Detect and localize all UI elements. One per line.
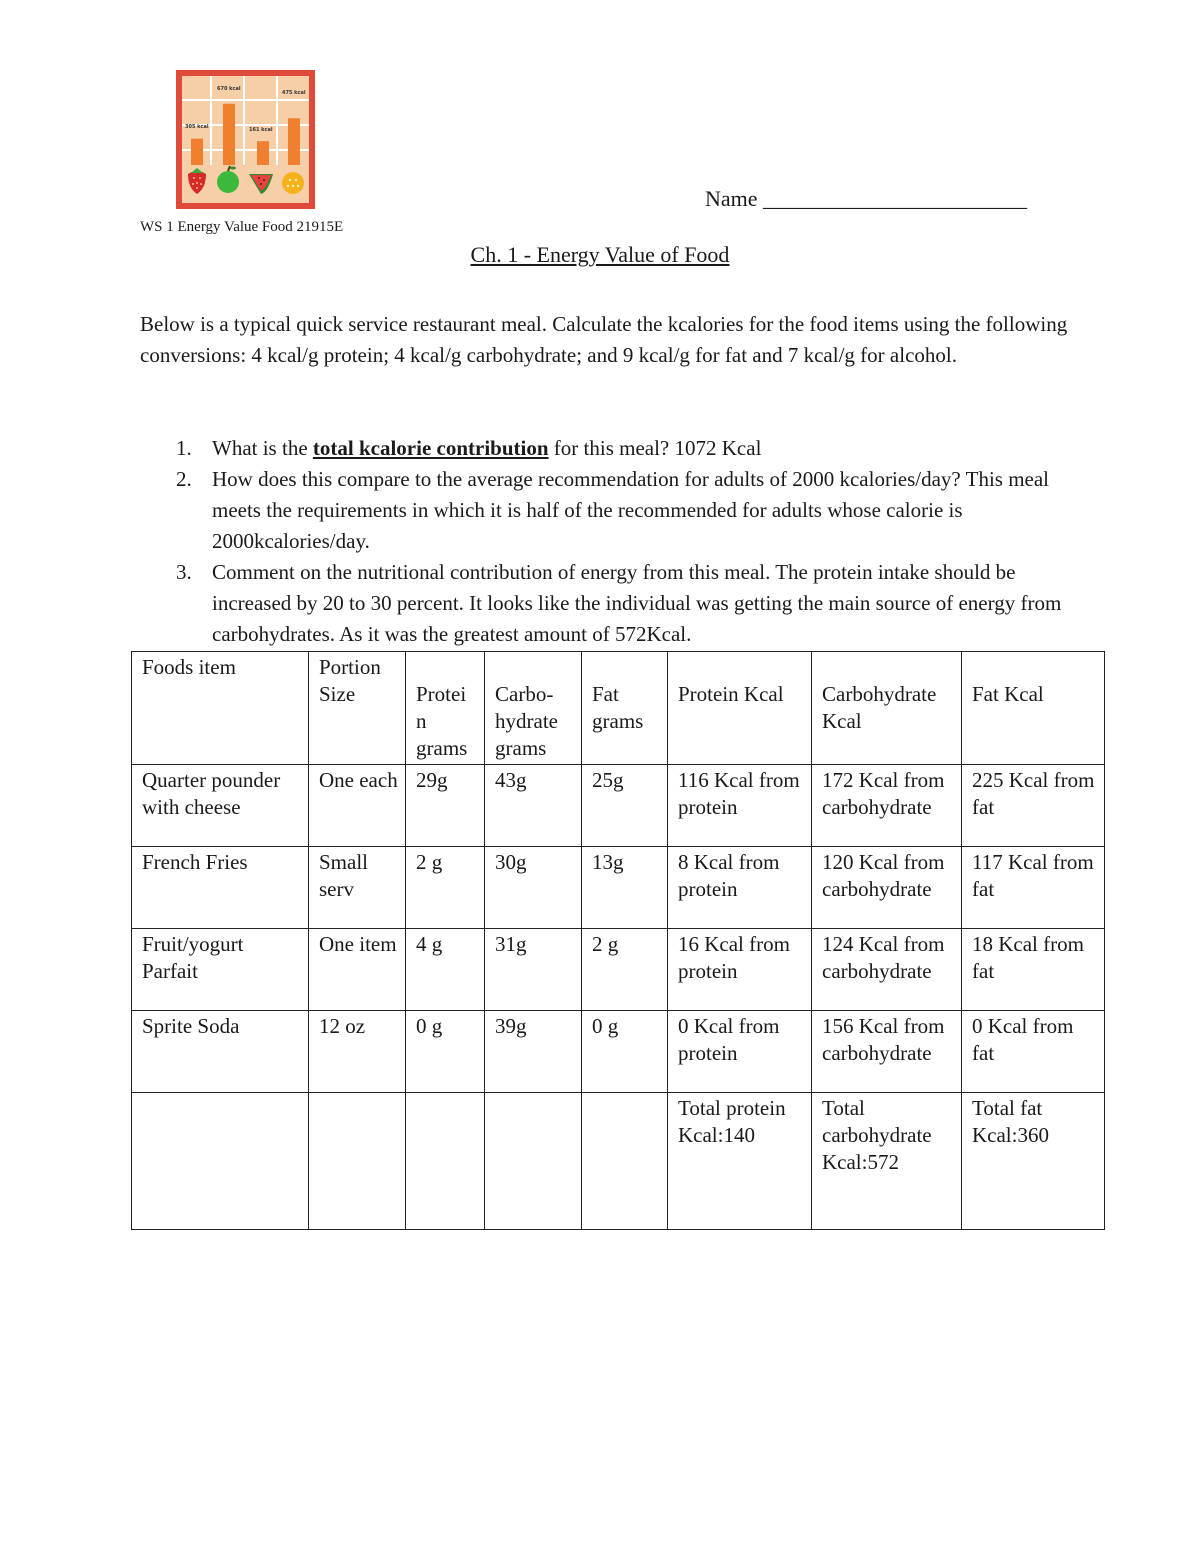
table-totals-row (132, 1093, 1105, 1230)
header-carb-grams-label: Carbo-hydrate grams (495, 682, 558, 760)
header-carb-kcal-label: Carbohydrate Kcal (822, 682, 937, 733)
question-text: How does this compare to the average recommendation for adults of 2000 kcalories/day? This meal meets the requirements in which it is half of the recommended for adults whose calorie is 2000kcalories/day. (212, 467, 1050, 553)
question-answer: for this meal? 1072 Kcal (548, 436, 762, 460)
intro-paragraph: Below is a typical quick service restaurant meal. Calculate the kcalories for the food items using the following conversions: 4 kcal/g protein; 4 kcal/g carbohydrate; and 9 kcal/g for fat and 7 kcal/g for alcohol. (140, 312, 1068, 367)
cell-carb-grams: 31g (485, 929, 582, 1011)
cell-food: Quarter pounder with cheese (132, 765, 309, 847)
cell-carb-grams: 39g (485, 1011, 582, 1093)
question-list (140, 433, 1080, 650)
question-text: What is the (212, 436, 313, 460)
cell-fat-grams: 0 g (582, 1011, 668, 1093)
question-number: 2. (176, 467, 192, 491)
worksheet-code: WS 1 Energy Value Food 21915E (140, 219, 344, 235)
cell-fat-grams: 2 g (582, 929, 668, 1011)
cell-carb-kcal: 120 Kcal from carbohydrate (812, 847, 962, 929)
cell-food: French Fries (132, 847, 309, 929)
header-fat-kcal (962, 652, 1105, 765)
logo-bar (191, 139, 203, 165)
header-fat-kcal-label: Fat Kcal (972, 682, 1044, 706)
table-header-row (132, 652, 1105, 765)
cell-protein-grams: 29g (406, 765, 485, 847)
cell-total-protein-kcal: Total protein Kcal:140 (668, 1093, 812, 1230)
cell-fat-grams: 13g (582, 847, 668, 929)
name-label: Name (705, 186, 758, 211)
header-portion-size (309, 652, 406, 765)
question-item (140, 433, 1080, 464)
header-protein-grams-label: Protei n grams (416, 682, 468, 760)
cell-protein-grams: 4 g (406, 929, 485, 1011)
table-row (132, 847, 1105, 929)
table-row (132, 929, 1105, 1011)
question-number: 1. (176, 436, 192, 460)
cell-fat-kcal: 117 Kcal from fat (962, 847, 1105, 929)
header-foods-item: Foods item (132, 652, 309, 765)
cell-protein-kcal: 116 Kcal from protein (668, 765, 812, 847)
name-blank: ________________________ (763, 186, 1028, 211)
logo-bar-label: 475 kcal (282, 90, 306, 96)
header-protein-grams (406, 652, 485, 765)
cell-fat-grams: 25g (582, 765, 668, 847)
cell-protein-grams: 0 g (406, 1011, 485, 1093)
header-portion-line-2: Size (319, 682, 356, 706)
cell-total-fat-kcal: Total fat Kcal:360 (962, 1093, 1105, 1230)
cell-carb-grams: 30g (485, 847, 582, 929)
cell-portion: One each (309, 765, 406, 847)
cell-empty (406, 1093, 485, 1230)
cell-fat-kcal: 0 Kcal from fat (962, 1011, 1105, 1093)
page-title: Ch. 1 - Energy Value of Food (470, 242, 730, 267)
cell-empty (309, 1093, 406, 1230)
header-protein-kcal-label: Protein Kcal (678, 682, 784, 706)
energy-chart-logo (176, 70, 315, 209)
cell-fat-kcal: 18 Kcal from fat (962, 929, 1105, 1011)
logo-bar (257, 141, 269, 165)
cell-protein-kcal: 0 Kcal from protein (668, 1011, 812, 1093)
header-protein-kcal (668, 652, 812, 765)
cell-carb-kcal: 172 Kcal from carbohydrate (812, 765, 962, 847)
cell-protein-kcal: 8 Kcal from protein (668, 847, 812, 929)
cell-protein-kcal: 16 Kcal from protein (668, 929, 812, 1011)
question-emphasis: total kcalorie contribution (312, 436, 549, 460)
cell-carb-kcal: 156 Kcal from carbohydrate (812, 1011, 962, 1093)
header-carb-kcal (812, 652, 962, 765)
logo-bar-label: 670 kcal (217, 86, 241, 92)
cell-food: Fruit/yogurt Parfait (132, 929, 309, 1011)
cell-portion: Small serv (309, 847, 406, 929)
logo-bar-label: 161 kcal (249, 127, 273, 133)
cell-total-carb-kcal: Total carbohydrate Kcal:572 (812, 1093, 962, 1230)
table-row (132, 765, 1105, 847)
meal-table (131, 651, 1105, 1230)
header-carb-grams (485, 652, 582, 765)
table-row (132, 1011, 1105, 1093)
orange-icon (282, 172, 304, 194)
cell-food: Sprite Soda (132, 1011, 309, 1093)
header-fat-grams-label: Fat grams (592, 682, 644, 733)
name-field[interactable] (705, 186, 1027, 212)
cell-protein-grams: 2 g (406, 847, 485, 929)
cell-portion: One item (309, 929, 406, 1011)
question-item (140, 464, 1080, 557)
cell-empty (485, 1093, 582, 1230)
question-item (140, 557, 1080, 650)
question-text: Comment on the nutritional contribution of energy from this meal. The protein intake should be increased by 20 to 30 percent. It looks like the individual was getting the main source of energy from carbohydrates. As it was the greatest amount of 572Kcal. (212, 560, 1062, 646)
cell-fat-kcal: 225 Kcal from fat (962, 765, 1105, 847)
cell-empty (132, 1093, 309, 1230)
logo-bar (288, 118, 300, 165)
cell-empty (582, 1093, 668, 1230)
cell-carb-grams: 43g (485, 765, 582, 847)
logo-bar-label: 305 kcal (185, 124, 209, 130)
cell-portion: 12 oz (309, 1011, 406, 1093)
logo-bar (223, 104, 235, 165)
header-portion-line-1: Portion (319, 655, 381, 679)
question-number: 3. (176, 560, 192, 584)
header-fat-grams (582, 652, 668, 765)
cell-carb-kcal: 124 Kcal from carbohydrate (812, 929, 962, 1011)
